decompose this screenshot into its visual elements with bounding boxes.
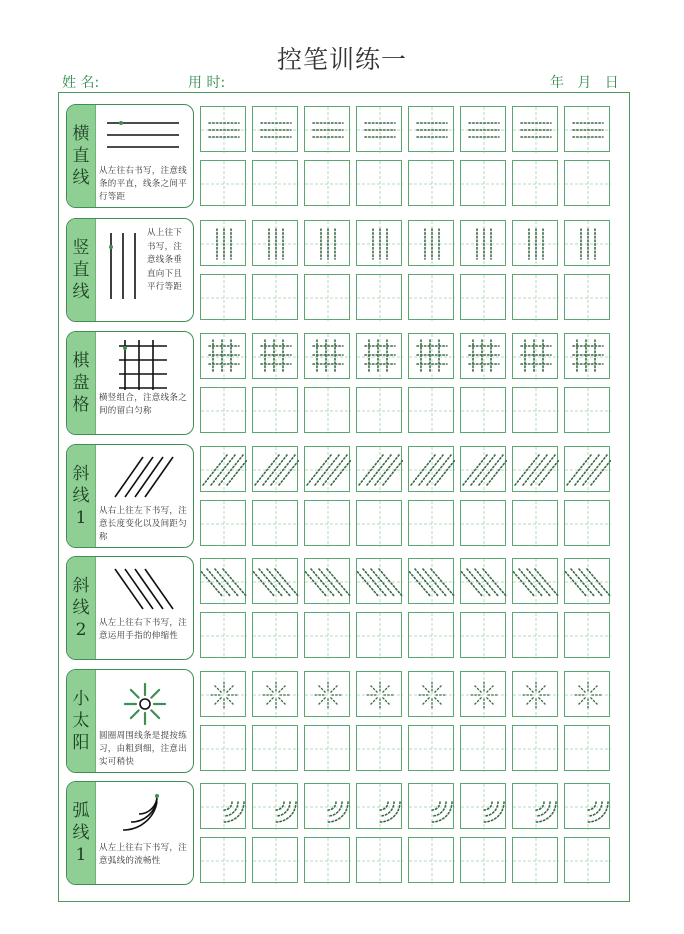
stroke-example-illustration [97,784,191,840]
blank-practice-cell[interactable] [356,387,402,433]
tracing-cell[interactable] [408,333,454,379]
tracing-cell[interactable] [564,671,610,717]
blank-practice-cell[interactable] [200,500,246,546]
blank-practice-cell[interactable] [512,387,558,433]
blank-practice-cell[interactable] [564,725,610,771]
section-label-char: 斜 [72,576,90,596]
tracing-cell[interactable] [200,220,246,266]
tracing-cell[interactable] [408,783,454,829]
blank-practice-cell[interactable] [200,837,246,883]
tracing-cell[interactable] [356,558,402,604]
tracing-cell[interactable] [304,558,350,604]
tracing-cell[interactable] [200,558,246,604]
blank-practice-cell[interactable] [304,725,350,771]
blank-practice-cell[interactable] [252,387,298,433]
tracing-cell[interactable] [408,106,454,152]
blank-practice-cell[interactable] [460,160,506,206]
blank-practice-cell[interactable] [564,612,610,658]
name-field-label: 姓 名: [62,75,100,91]
tracing-cell[interactable] [304,446,350,492]
blank-practice-cell[interactable] [460,500,506,546]
section-label-char: 线 [72,823,90,843]
tracing-cell[interactable] [304,783,350,829]
blank-practice-cell[interactable] [304,612,350,658]
instruction-panel [66,781,194,885]
stroke-example-illustration [97,334,191,390]
blank-practice-cell[interactable] [564,160,610,206]
blank-practice-cell[interactable] [200,725,246,771]
section-vertical [66,218,626,322]
blank-practice-cell[interactable] [512,837,558,883]
instruction-panel [66,104,194,208]
section-label-char: 直 [72,146,90,166]
tracing-cell[interactable] [512,220,558,266]
tracing-cell[interactable] [252,671,298,717]
section-label-tab [67,782,96,884]
tracing-cell[interactable] [460,220,506,266]
blank-practice-cell[interactable] [564,274,610,320]
blank-practice-cell[interactable] [512,274,558,320]
tracing-cell[interactable] [460,106,506,152]
tracing-cell[interactable] [356,333,402,379]
section-label-char: 格 [72,395,90,415]
blank-practice-cell[interactable] [252,612,298,658]
section-label-char: 太 [72,711,90,731]
section-label-char: 直 [72,260,90,280]
blank-practice-cell[interactable] [304,837,350,883]
tracing-cell[interactable] [304,220,350,266]
section-description: 从左上往右下书写，注意运用手指的伸缩性 [99,618,188,641]
instruction-panel [66,556,194,660]
section-description: 从左往右书写，注意线条的平直，线条之间平行等距 [99,166,188,202]
tracing-cell[interactable] [200,671,246,717]
section-label-char: 线 [72,486,90,506]
section-label-tab [67,445,96,547]
section-label-char: 线 [72,282,90,302]
section-arc1 [66,781,626,885]
section-label-tab [67,219,96,321]
section-description: 横竖组合，注意线条之间的留白匀称 [99,393,188,416]
blank-practice-cell[interactable] [252,500,298,546]
tracing-cell[interactable] [304,671,350,717]
blank-practice-cell[interactable] [200,274,246,320]
tracing-cell[interactable] [512,558,558,604]
blank-practice-cell[interactable] [408,160,454,206]
tracing-cell[interactable] [356,671,402,717]
section-label-char: 弧 [72,801,90,821]
section-grid [66,331,626,435]
blank-practice-cell[interactable] [200,387,246,433]
section-label-char: 线 [72,598,90,618]
tracing-cell[interactable] [460,446,506,492]
section-label-tab [67,332,96,434]
tracing-cell[interactable] [408,220,454,266]
blank-practice-cell[interactable] [252,837,298,883]
blank-practice-cell[interactable] [356,612,402,658]
section-label-char: 棋 [72,351,90,371]
tracing-cell[interactable] [356,783,402,829]
blank-practice-cell[interactable] [304,387,350,433]
blank-practice-cell[interactable] [252,160,298,206]
section-label-char: 阳 [72,733,90,753]
tracing-cell[interactable] [460,558,506,604]
tracing-cell[interactable] [252,220,298,266]
blank-practice-cell[interactable] [564,500,610,546]
tracing-cell[interactable] [564,783,610,829]
tracing-cell[interactable] [200,106,246,152]
tracing-cell[interactable] [460,333,506,379]
tracing-cell[interactable] [356,220,402,266]
blank-practice-cell[interactable] [408,387,454,433]
blank-practice-cell[interactable] [564,837,610,883]
stroke-example-illustration [97,559,191,615]
tracing-cell[interactable] [252,333,298,379]
tracing-cell[interactable] [252,783,298,829]
tracing-cell[interactable] [252,446,298,492]
section-label-tab [67,105,96,207]
section-label-char: 2 [75,620,87,640]
blank-practice-cell[interactable] [408,612,454,658]
section-description: 从右上往左下书写，注意长度变化以及间距匀称 [99,506,188,542]
blank-practice-cell[interactable] [512,160,558,206]
blank-practice-cell[interactable] [460,612,506,658]
tracing-cell[interactable] [564,333,610,379]
blank-practice-cell[interactable] [252,274,298,320]
section-label-char: 线 [72,168,90,188]
tracing-cell[interactable] [564,558,610,604]
tracing-cell[interactable] [408,671,454,717]
section-label-char: 横 [72,124,90,144]
section-diagonal1 [66,444,626,548]
section-label-char: 1 [75,508,87,528]
tracing-cell[interactable] [200,783,246,829]
blank-practice-cell[interactable] [512,500,558,546]
blank-practice-cell[interactable] [408,837,454,883]
section-description: 圆圈周围线条是提按练习，由粗到细，注意出实可稍快 [99,731,188,767]
blank-practice-cell[interactable] [564,387,610,433]
blank-practice-cell[interactable] [200,160,246,206]
section-label-char: 竖 [72,238,90,258]
tracing-cell[interactable] [200,446,246,492]
section-sun [66,669,626,773]
blank-practice-cell[interactable] [356,274,402,320]
tracing-cell[interactable] [512,333,558,379]
date-field-label: 年 月 日 [550,75,619,91]
section-label-char: 盘 [72,373,90,393]
tracing-cell[interactable] [564,106,610,152]
instruction-panel [66,331,194,435]
blank-practice-cell[interactable] [304,500,350,546]
blank-practice-cell[interactable] [356,725,402,771]
blank-practice-cell[interactable] [460,837,506,883]
tracing-cell[interactable] [252,106,298,152]
stroke-example-illustration [97,107,191,163]
tracing-cell[interactable] [512,446,558,492]
blank-practice-cell[interactable] [304,160,350,206]
tracing-cell[interactable] [304,106,350,152]
section-label-char: 小 [72,689,90,709]
section-label-char: 1 [75,845,87,865]
time-field-label: 用 时: [188,75,226,91]
instruction-panel [66,669,194,773]
blank-practice-cell[interactable] [356,160,402,206]
blank-practice-cell[interactable] [512,612,558,658]
section-diagonal2 [66,556,626,660]
instruction-panel [66,444,194,548]
tracing-cell[interactable] [564,446,610,492]
tracing-cell[interactable] [512,106,558,152]
tracing-cell[interactable] [304,333,350,379]
blank-practice-cell[interactable] [460,725,506,771]
section-label-tab [67,557,96,659]
section-description: 从上往下书写，注意线条垂直向下且平行等距 [147,228,183,292]
instruction-panel [66,218,194,322]
tracing-cell[interactable] [356,106,402,152]
blank-practice-cell[interactable] [356,837,402,883]
tracing-cell[interactable] [408,446,454,492]
section-label-char: 斜 [72,464,90,484]
tracing-cell[interactable] [356,446,402,492]
tracing-cell[interactable] [408,558,454,604]
section-horizontal [66,104,626,208]
tracing-cell[interactable] [512,783,558,829]
blank-practice-cell[interactable] [200,612,246,658]
stroke-example-illustration [97,672,191,728]
worksheet-title: 控笔训练一 [276,45,407,74]
blank-practice-cell[interactable] [252,725,298,771]
blank-practice-cell[interactable] [460,387,506,433]
blank-practice-cell[interactable] [408,500,454,546]
stroke-example-illustration [97,447,191,503]
section-description: 从左上往右下书写，注意弧线的流畅性 [99,843,188,866]
tracing-cell[interactable] [460,783,506,829]
section-label-tab [67,670,96,772]
blank-practice-cell[interactable] [304,274,350,320]
tracing-cell[interactable] [460,671,506,717]
blank-practice-cell[interactable] [408,274,454,320]
blank-practice-cell[interactable] [512,725,558,771]
blank-practice-cell[interactable] [356,500,402,546]
blank-practice-cell[interactable] [460,274,506,320]
tracing-cell[interactable] [564,220,610,266]
tracing-cell[interactable] [252,558,298,604]
blank-practice-cell[interactable] [408,725,454,771]
tracing-cell[interactable] [200,333,246,379]
tracing-cell[interactable] [512,671,558,717]
